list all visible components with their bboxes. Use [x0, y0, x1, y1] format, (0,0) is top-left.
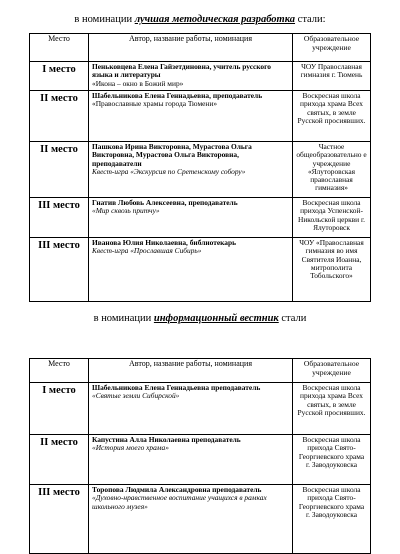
institution-name: Воскресная школа прихода Успенской-Никольской церкви г. Ялуторовск — [297, 198, 365, 232]
table-header-row — [30, 359, 371, 383]
institution-name: Воскресная школа прихода Свято-Георгиевского храма г. Заводоуковска — [298, 485, 365, 519]
author-name: Капустина Алла Николаевна преподаватель — [92, 435, 241, 444]
section2-heading — [0, 313, 400, 324]
heading-suffix: стали: — [297, 14, 326, 25]
author-cell — [89, 435, 293, 485]
table-row — [30, 383, 371, 435]
institution-cell — [293, 435, 371, 485]
institution-name: ЧОУ «Православная гимназия во имя Святителя Иоанна, митрополита Тобольского» — [299, 238, 364, 281]
heading-suffix: стали — [281, 313, 307, 324]
column-header-place: Место — [30, 34, 89, 62]
author-cell — [89, 91, 293, 142]
place-cell: III место — [30, 238, 89, 302]
institution-cell — [293, 198, 371, 238]
institution-cell — [293, 142, 371, 198]
table-row — [30, 485, 371, 554]
institution-cell — [293, 383, 371, 435]
institution-name: Воскресная школа прихода храма Всех святых, в земле Русской просиявших. — [297, 383, 366, 417]
work-title: «Икона – окно в Божий мир» — [92, 78, 184, 88]
author-cell — [89, 198, 293, 238]
author-cell — [89, 383, 293, 435]
author-name: Шабельникова Елена Геннадьевна, преподаватель — [92, 91, 263, 100]
heading-prefix: в номинации — [93, 313, 152, 324]
author-name: Шабельникова Елена Геннадьевна преподаватель — [92, 383, 261, 392]
author-name: Иванова Юлия Николаевна, библиотекарь — [92, 238, 236, 247]
author-name: Гнатив Любовь Алексеевна, преподаватель — [92, 198, 238, 207]
place-cell: II место — [30, 435, 89, 485]
work-title: «История моего храма» — [92, 443, 169, 453]
work-title: Квест-игра «Экскурсия по Сретенскому собору» — [92, 166, 246, 176]
table-row — [30, 62, 371, 91]
author-name: Пашкова Ирина Викторовна, Мурастова Ольга Викторовна, Мурастова Ольга Викторовна, преподаватели — [92, 142, 252, 168]
place-cell: III место — [30, 485, 89, 554]
author-cell — [89, 485, 293, 554]
work-title: «Святые земли Сибирской» — [92, 391, 180, 401]
results-table-newsletter — [29, 358, 371, 554]
institution-name: ЧОУ Православная гимназия г. Тюмень — [300, 62, 363, 80]
place-cell: I место — [30, 383, 89, 435]
table-row — [30, 91, 371, 142]
author-name: Пеньковцева Елена Гайзетдиновна, учитель русского языка и литературы — [92, 62, 271, 80]
institution-cell — [293, 485, 371, 554]
table-row — [30, 435, 371, 485]
author-name: Торопова Людмила Александровна преподаватель — [92, 485, 262, 494]
table-row — [30, 198, 371, 238]
work-title: «Мир сквозь притчу» — [92, 206, 160, 216]
nomination-title: информационный вестник — [153, 313, 279, 324]
place-cell: III место — [30, 198, 89, 238]
work-title: Квест-игра «Прославшая Сибирь» — [92, 246, 202, 256]
table-header-row — [30, 34, 371, 62]
place-cell: I место — [30, 62, 89, 91]
table-row — [30, 142, 371, 198]
column-header-institution: Образовательное учреждение — [293, 359, 371, 383]
column-header-institution: Образовательное учреждение — [293, 34, 371, 62]
author-cell — [89, 62, 293, 91]
section1-heading — [0, 14, 400, 25]
heading-prefix: в номинации — [74, 14, 133, 25]
institution-name: Воскресная школа прихода храма Всех святых, в земле Русской просиявших. — [297, 91, 366, 125]
place-cell: II место — [30, 91, 89, 142]
work-title: «Духовно-нравственное воспитание учащихся в рамках школьного музея» — [92, 493, 267, 511]
table-row — [30, 238, 371, 302]
column-header-author: Автор, название работы, номинация — [89, 34, 293, 62]
institution-cell — [293, 91, 371, 142]
institution-cell — [293, 62, 371, 91]
institution-name: Воскресная школа прихода Свято-Георгиевского храма г. Заводоуковска — [298, 435, 365, 469]
work-title: «Православные храмы города Тюмени» — [92, 99, 218, 109]
column-header-place: Место — [30, 359, 89, 383]
place-cell: II место — [30, 142, 89, 198]
nomination-title: лучшая методическая разработка — [134, 14, 296, 25]
results-table-methodical — [29, 33, 371, 302]
institution-cell — [293, 238, 371, 302]
author-cell — [89, 142, 293, 198]
column-header-author: Автор, название работы, номинация — [89, 359, 293, 383]
institution-name: Частное общеобразовательно е учреждение «Ялуторовская православная гимназия» — [296, 142, 367, 193]
author-cell — [89, 238, 293, 302]
